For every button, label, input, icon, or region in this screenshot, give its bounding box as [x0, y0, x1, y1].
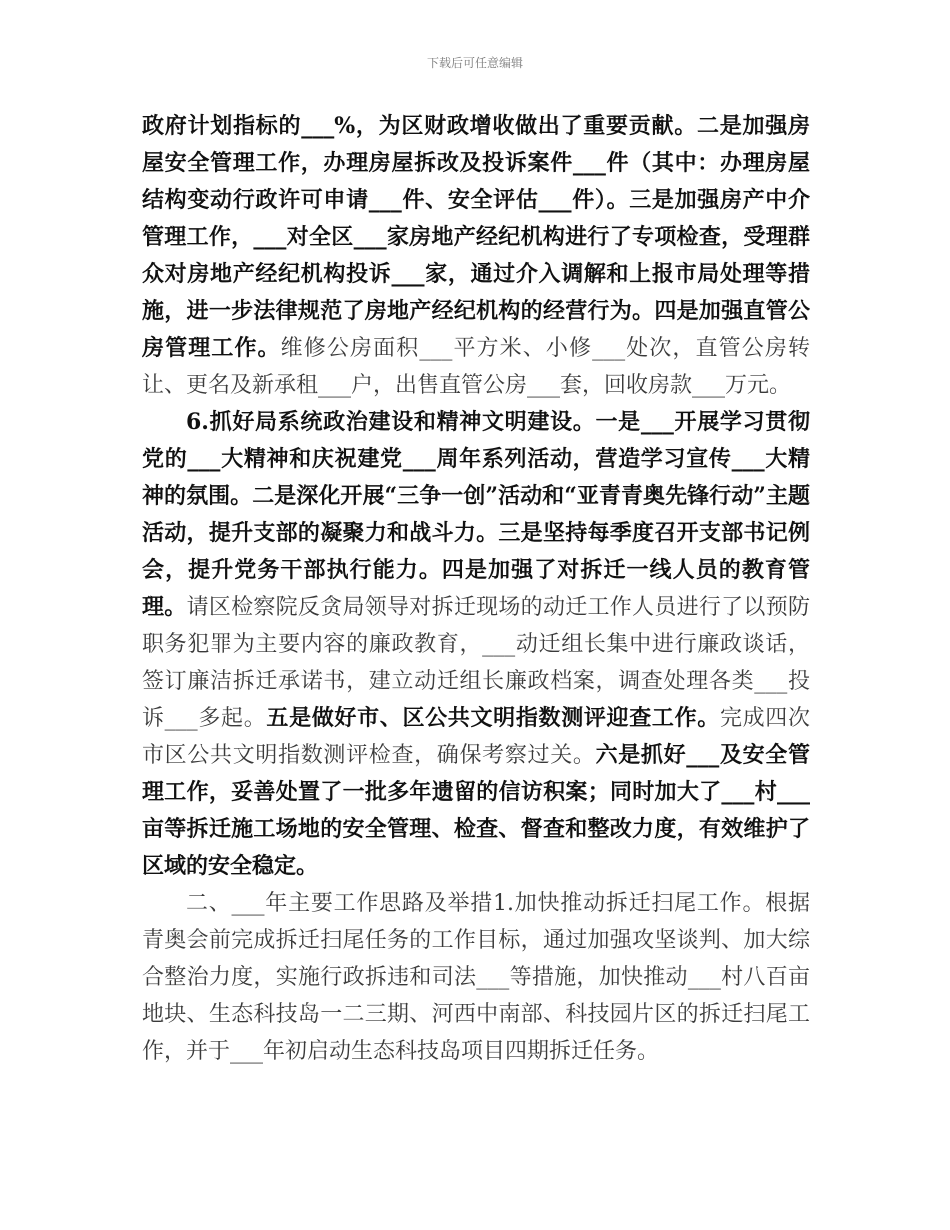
text-run: 维修公房面积___平方米、小修___处次，直管公房转让、更名及新承租___户，出售直管公房___套，回收房款___万元。 [142, 336, 810, 398]
text-run: 五是做好市、区公共文明指数测评迎查工作。 [266, 705, 720, 731]
text-run: 六是抓好___及安全管理工作，妥善处置了一批多年遗留的信访积案；同时加大了___村___亩等拆迁施工场地的安全管理、检查、督查和整改力度，有效维护了区域的安全稳定。 [142, 742, 810, 879]
paragraph-3 [142, 885, 810, 1070]
text-run: 请区检察院反贪局领导对拆迁现场的动迁工作人员进行了以预防职务犯罪为主要内容的廉政教育，___动迁组长集中进行廉政谈话，签订廉洁拆迁承诺书，建立动迁组长廉政档案，调查处理各类___投诉___多起。 [142, 595, 810, 731]
text-run: 二、___年主要工作思路及举措1.加快推动拆迁扫尾工作。根据青奥会前完成拆迁扫尾任务的工作目标，通过加强攻坚谈判、加大综合整治力度，实施行政拆违和司法___等措施，加快推动___村八百亩地块、生态科技岛一二三期、河西中南部、科技园片区的拆迁扫尾工作，并于___年初启动生态科技岛项目四期拆迁任务。 [142, 891, 810, 1064]
text-run: 完成四次市区公共文明指数测评检查，确保考察过关。 [142, 706, 810, 768]
header-note: 下载后可任意编辑 [426, 56, 523, 70]
paragraph-2 [142, 404, 810, 885]
paragraph-1 [142, 108, 810, 404]
document-body [142, 108, 810, 1070]
text-run: 政府计划指标的___%，为区财政增收做出了重要贡献。二是加强房屋安全管理工作，办理房屋拆改及投诉案件___件（其中：办理房屋结构变动行政许可申请___件、安全评估___件）。三是加强房产中介管理工作，___对全区___家房地产经纪机构进行了专项检查，受理群众对房地产经纪机构投诉___家，通过介入调解和上报市局处理等措施，进一步法律规范了房地产经纪机构的经营行为。四是加强直管公房管理工作。 [142, 113, 810, 361]
text-run: 6.抓好局系统政治建设和精神文明建设。一是___开展学习贯彻党的___大精神和庆祝建党___周年系列活动，营造学习宣传___大精神的氛围。二是深化开展“三争一创”活动和“亚青青奥先锋行动”主题活动，提升支部的凝聚力和战斗力。三是坚持每季度召开支部书记例会，提升党务干部执行能力。四是加强了对拆迁一线人员的教育管理。 [142, 409, 810, 620]
